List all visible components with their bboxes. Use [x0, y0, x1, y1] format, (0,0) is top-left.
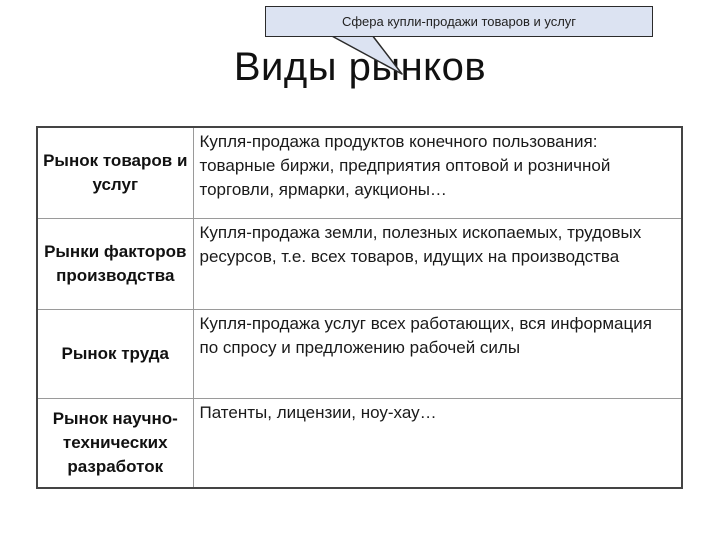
callout-text: Сфера купли-продажи товаров и услуг — [341, 14, 577, 29]
market-name-cell — [37, 127, 193, 219]
page-title: Виды рынков — [233, 45, 487, 89]
market-name: Рынок товаров и услуг — [43, 151, 188, 194]
market-description: Купля-продажа земли, полезных ископаемых, трудовых ресурсов, т.е. всех товаров, идущих на производства — [199, 223, 642, 266]
market-description: Патенты, лицензии, ноу-хау… — [199, 403, 437, 422]
table-row — [37, 219, 682, 310]
market-description-cell — [193, 127, 682, 219]
market-name-cell — [37, 310, 193, 399]
market-name: Рынок научно-технических разработок — [52, 409, 178, 476]
callout-box — [265, 6, 653, 37]
market-description-cell — [193, 399, 682, 489]
market-name: Рынки факторов производства — [44, 242, 187, 285]
market-name-cell — [37, 219, 193, 310]
market-description: Купля-продажа продуктов конечного пользования: товарные биржи, предприятия оптовой и розничной торговли, ярмарки, аукционы… — [199, 132, 611, 199]
market-name: Рынок труда — [61, 344, 169, 363]
markets-table — [36, 126, 683, 489]
market-description-cell — [193, 219, 682, 310]
market-description-cell — [193, 310, 682, 399]
market-description: Купля-продажа услуг всех работающих, вся информация по спросу и предложению рабочей силы — [199, 314, 652, 357]
table-row — [37, 310, 682, 399]
market-name-cell — [37, 399, 193, 489]
table-row — [37, 127, 682, 219]
table-row — [37, 399, 682, 489]
